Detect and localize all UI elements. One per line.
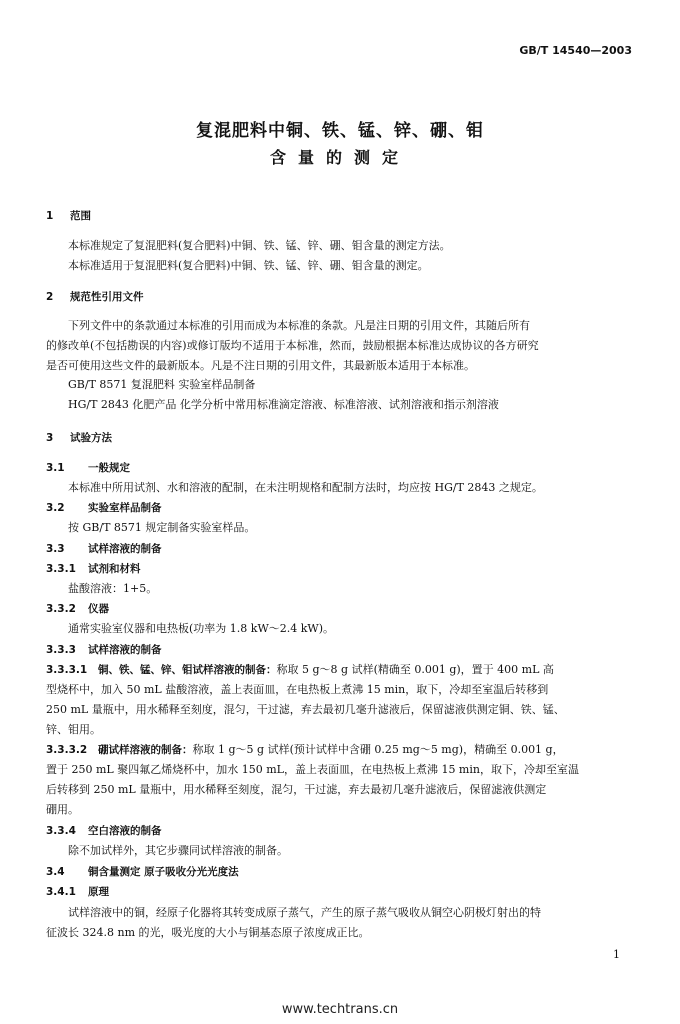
clause-3-3-3-2: [46, 743, 636, 757]
reference-item: HG/T 2843 化肥产品 化学分析中常用标准滴定溶液、标准溶液、试剂溶液和指示剂溶液: [68, 398, 499, 411]
paragraph-line: 置于 250 mL 聚四氟乙烯烧杯中，加水 150 mL，盖上表面皿，在电热板上煮沸 15 min，取下，冷却至室温: [46, 763, 579, 776]
subsection-title: 一般规定: [88, 462, 130, 474]
section-title: 范围: [70, 210, 91, 222]
paragraph-line: 下列文件中的条款通过本标准的引用而成为本标准的条款。凡是注日期的引用文件，其随后所有: [68, 319, 530, 332]
section-title: 试验方法: [70, 432, 112, 444]
subsection-heading: [46, 461, 636, 475]
clause-title: 硼试样溶液的制备：: [98, 744, 193, 756]
subsection-heading: [46, 824, 636, 838]
section-1-heading: [46, 209, 636, 223]
subsection-title: 仪器: [88, 603, 109, 615]
paragraph-line: 是否可使用这些文件的最新版本。凡是不注日期的引用文件，其最新版本适用于本标准。: [46, 359, 475, 372]
subsection-title: 试样溶液的制备: [88, 644, 162, 656]
subsection-number: 3.1: [46, 462, 65, 474]
subsection-number: 3.3.2: [46, 603, 76, 615]
paragraph: 除不加试样外，其它步骤同试样溶液的制备。: [68, 844, 288, 857]
clause-number: 3.3.3.2: [46, 744, 88, 756]
paragraph: 按 GB/T 8571 规定制备实验室样品。: [68, 521, 256, 534]
subsection-title: 空白溶液的制备: [88, 825, 162, 837]
subsection-number: 3.3.1: [46, 563, 76, 575]
paragraph-line: 硼用。: [46, 803, 79, 816]
subsection-title: 试剂和材料: [88, 563, 141, 575]
standard-code: GB/T 14540—2003: [519, 44, 632, 57]
footer-website: www.techtrans.cn: [281, 1002, 399, 1017]
subsection-heading: [46, 643, 636, 657]
section-2-heading: [46, 290, 636, 304]
document-subtitle: 含量的测定: [269, 148, 410, 167]
clause-text: 称取 5 g～8 g 试样(精确至 0.001 g)，置于 400 mL 高: [276, 663, 554, 676]
clause-number: 3.3.3.1: [46, 664, 88, 676]
document-title: 复混肥料中铜、铁、锰、锌、硼、钼: [196, 121, 484, 141]
section-number: 2: [46, 291, 54, 303]
subsection-number: 3.3: [46, 543, 65, 555]
paragraph-line: 250 mL 量瓶中，用水稀释至刻度，混匀，干过滤，弃去最初几毫升滤液后，保留滤液供测定铜、铁、锰、: [46, 703, 565, 716]
subsection-title: 铜含量测定 原子吸收分光光度法: [88, 866, 239, 878]
clause-text: 称取 1 g～5 g 试样(预计试样中含硼 0.25 mg～5 mg)，精确至 0.001 g，: [192, 743, 564, 756]
paragraph: 盐酸溶液：1+5。: [68, 582, 158, 595]
subsection-title: 实验室样品制备: [88, 502, 162, 514]
paragraph: 本标准规定了复混肥料(复合肥料)中铜、铁、锰、锌、硼、钼含量的测定方法。: [68, 239, 451, 252]
section-3-heading: [46, 431, 636, 445]
section-number: 3: [46, 432, 54, 444]
section-number: 1: [46, 210, 54, 222]
paragraph-line: 试样溶液中的铜，经原子化器将其转变成原子蒸气，产生的原子蒸气吸收从铜空心阴极灯射出的特: [68, 906, 541, 919]
clause-title: 铜、铁、锰、锌、钼试样溶液的制备：: [98, 664, 277, 676]
subsection-heading: [46, 865, 636, 879]
subsection-number: 3.4: [46, 866, 65, 878]
subsection-heading: [46, 501, 636, 515]
subsection-number: 3.3.4: [46, 825, 76, 837]
paragraph-line: 锌、钼用。: [46, 723, 101, 736]
paragraph-line: 型烧杯中，加入 50 mL 盐酸溶液，盖上表面皿，在电热板上煮沸 15 min，取下，冷却至室温后转移到: [46, 683, 549, 696]
subsection-title: 原理: [88, 886, 109, 898]
subsection-number: 3.4.1: [46, 886, 76, 898]
page-number: 1: [613, 948, 620, 961]
paragraph-line: 的修改单(不包括勘误的内容)或修订版均不适用于本标准，然而，鼓励根据本标准达成协议的各方研究: [46, 339, 539, 352]
paragraph-line: 后转移到 250 mL 量瓶中，用水稀释至刻度，混匀，干过滤，弃去最初几毫升滤液后，保留滤液供测定: [46, 783, 547, 796]
subsection-heading: [46, 562, 636, 576]
reference-item: GB/T 8571 复混肥料 实验室样品制备: [68, 378, 256, 391]
subsection-number: 3.2: [46, 502, 65, 514]
clause-3-3-3-1: [46, 663, 636, 677]
subsection-title: 试样溶液的制备: [88, 543, 162, 555]
section-title: 规范性引用文件: [70, 291, 144, 303]
subsection-heading: [46, 885, 636, 899]
paragraph-line: 征波长 324.8 nm 的光，吸光度的大小与铜基态原子浓度成正比。: [46, 926, 370, 939]
paragraph: 通常实验室仪器和电热板(功率为 1.8 kW～2.4 kW)。: [68, 622, 335, 635]
subsection-heading: [46, 542, 636, 556]
subsection-number: 3.3.3: [46, 644, 76, 656]
subsection-heading: [46, 602, 636, 616]
paragraph: 本标准中所用试剂、水和溶液的配制，在未注明规格和配制方法时，均应按 HG/T 2843 之规定。: [68, 481, 543, 494]
paragraph: 本标准适用于复混肥料(复合肥料)中铜、铁、锰、锌、硼、钼含量的测定。: [68, 259, 429, 272]
